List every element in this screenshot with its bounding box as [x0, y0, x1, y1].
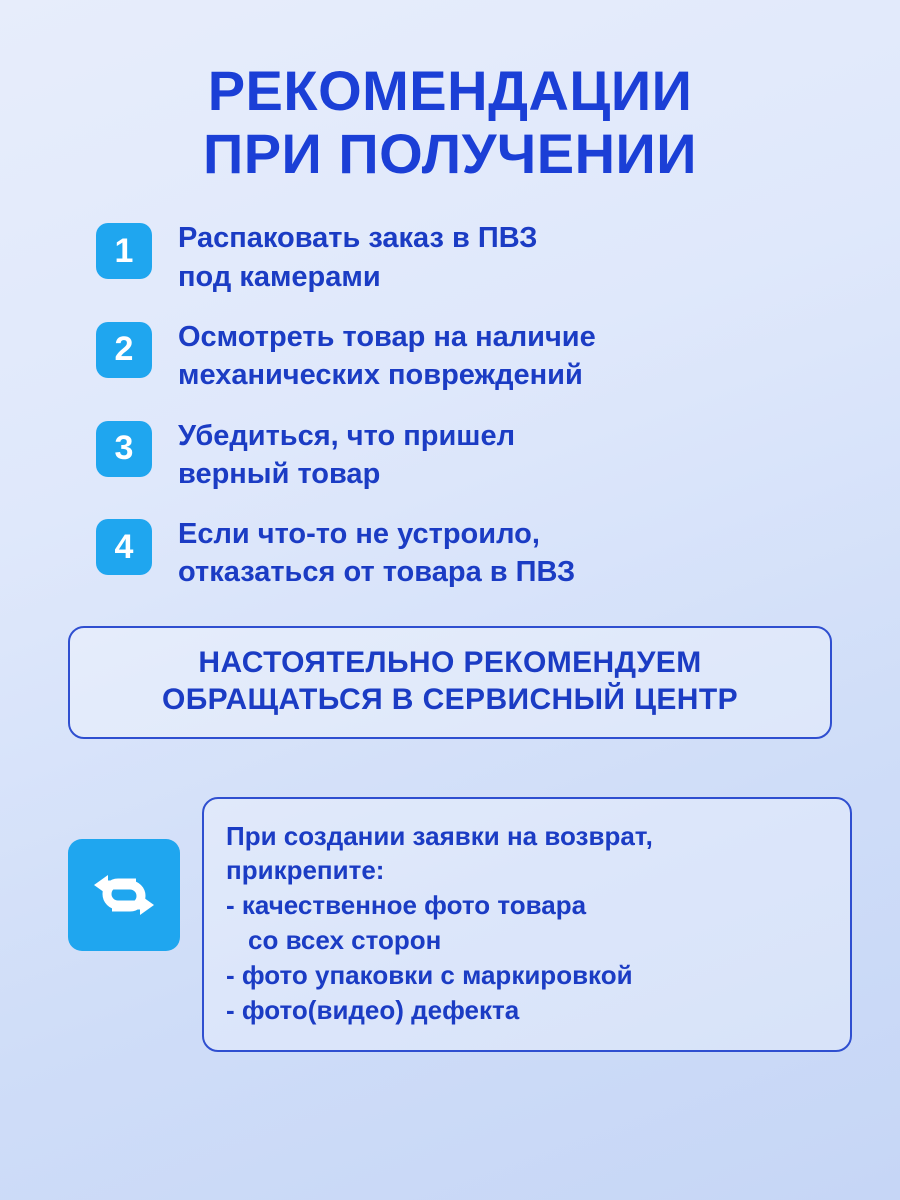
page-title-line-1: РЕКОМЕНДАЦИИ: [207, 59, 693, 122]
step-text: [178, 318, 596, 395]
list-item: [96, 318, 860, 395]
step-text: [178, 417, 515, 494]
note-line-4: со всех сторон: [248, 925, 442, 956]
banner-line-1: НАСТОЯТЕЛЬНО РЕКОМЕНДУЕМ: [198, 645, 702, 679]
page-title: [40, 60, 860, 185]
step-number-badge: 1: [96, 223, 152, 279]
step-text: [178, 515, 575, 592]
return-instructions-block: [40, 797, 860, 1052]
step-text-line-1: Осмотреть товар на наличие: [178, 320, 596, 353]
return-exchange-icon: [68, 839, 180, 951]
list-item: [96, 219, 860, 296]
step-text-line-2: под камерами: [178, 260, 381, 293]
step-number-badge: 4: [96, 519, 152, 575]
note-line-6: - фото(видео) дефекта: [226, 994, 520, 1025]
list-item: [96, 417, 860, 494]
page-title-line-2: ПРИ ПОЛУЧЕНИИ: [202, 121, 698, 185]
note-line-5: - фото упаковки с маркировкой: [226, 959, 633, 990]
note-line-3: - качественное фото товара: [226, 890, 587, 921]
step-text-line-2: механических повреждений: [178, 359, 583, 392]
step-text-line-2: верный товар: [178, 457, 381, 490]
step-text-line-2: отказаться от товара в ПВЗ: [178, 556, 576, 589]
step-text: [178, 219, 537, 296]
step-number-badge: 2: [96, 322, 152, 378]
step-number-badge: 3: [96, 421, 152, 477]
steps-list: [96, 219, 860, 591]
step-text-line-1: Распаковать заказ в ПВЗ: [178, 222, 538, 255]
step-text-line-1: Если что-то не устроило,: [178, 518, 540, 551]
banner-line-2: ОБРАЩАТЬСЯ В СЕРВИСНЫЙ ЦЕНТР: [161, 683, 738, 717]
service-center-banner: [68, 626, 832, 739]
note-line-1: При создании заявки на возврат,: [226, 820, 653, 851]
return-note: [202, 797, 852, 1052]
list-item: [96, 515, 860, 592]
step-text-line-1: Убедиться, что пришел: [178, 419, 515, 452]
note-line-2: прикрепите:: [226, 855, 385, 886]
